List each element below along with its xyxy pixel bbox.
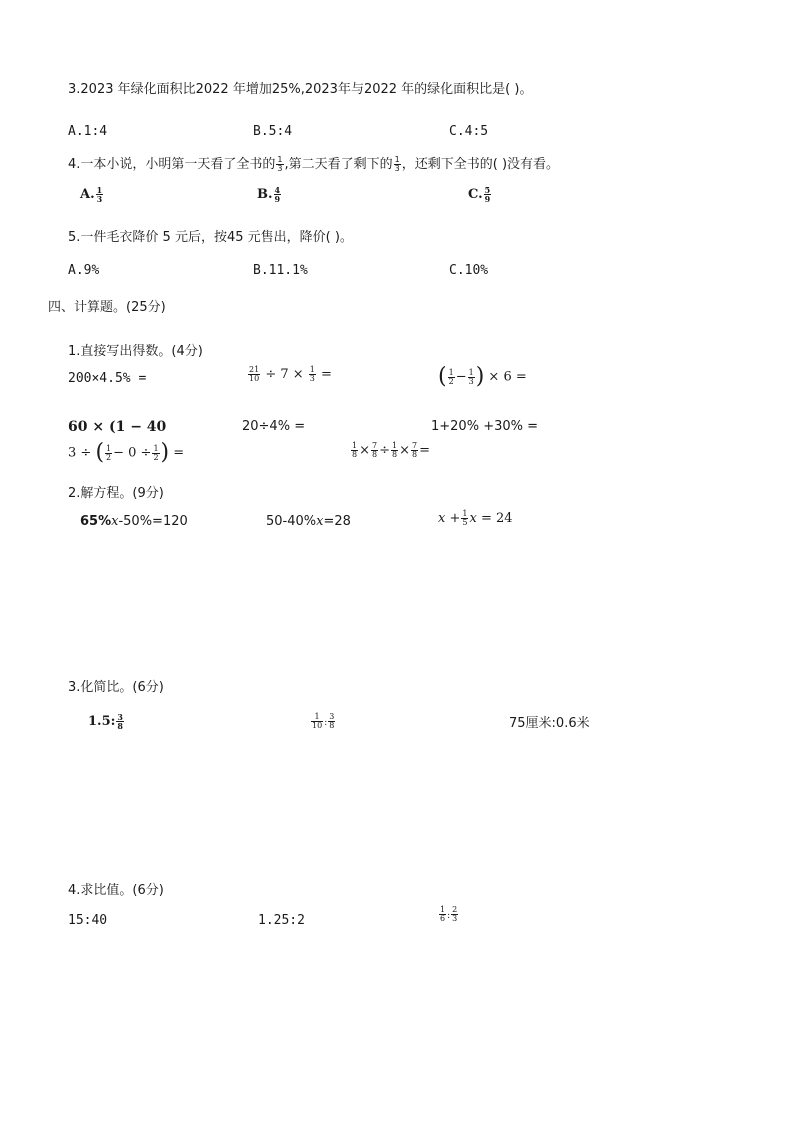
expr8-frac-3-den: 8 bbox=[392, 450, 398, 459]
q4-option-b bbox=[257, 186, 282, 203]
expr8-equals: = bbox=[419, 443, 430, 458]
expr7-equals: = bbox=[173, 445, 185, 461]
q4-option-a-fraction bbox=[96, 186, 104, 203]
ratio-value-3-frac-2 bbox=[451, 906, 458, 923]
expr7-frac-1-num: 1 bbox=[106, 443, 112, 453]
equation-3-rhs: = 24 bbox=[480, 511, 513, 526]
equation-2 bbox=[266, 514, 351, 530]
q4-option-b-num: 4 bbox=[274, 185, 281, 195]
ratio-2-frac-1-den: 10 bbox=[312, 721, 323, 730]
expr8-frac-3 bbox=[391, 442, 398, 459]
expr3-frac-2-num: 1 bbox=[468, 367, 474, 377]
q4-option-b-fraction bbox=[274, 186, 282, 203]
expr3-frac-1-num: 1 bbox=[448, 367, 454, 377]
ratio-2 bbox=[310, 713, 336, 731]
equation-1-var: x bbox=[111, 514, 119, 529]
equation-1-rest: -50%=120 bbox=[118, 514, 188, 529]
q4-option-c bbox=[468, 186, 492, 203]
expr8-frac-4-num: 7 bbox=[412, 441, 418, 450]
expr8-frac-1 bbox=[351, 442, 358, 459]
ratio-2-frac-2-num: 3 bbox=[329, 712, 335, 721]
equation-3-frac-den: 5 bbox=[462, 518, 468, 527]
expr7-lead: 3 ÷ bbox=[68, 445, 92, 461]
q5-stem: 5.一件毛衣降价 5 元后，按45 元售出，降价( )。 bbox=[68, 230, 353, 245]
equation-3 bbox=[438, 510, 513, 527]
q3-option-c: C.4:5 bbox=[449, 124, 489, 139]
ratio-value-3-frac-2-den: 3 bbox=[452, 914, 458, 923]
part1-expr-1: 200×4.5% = bbox=[68, 371, 147, 386]
expr8-op-3: × bbox=[399, 443, 410, 458]
part1-expr-8 bbox=[350, 442, 430, 459]
q4-option-a-num: 1 bbox=[96, 185, 103, 195]
q4-stem-part-b: ,第二天看了剩下的 bbox=[284, 157, 393, 172]
ratio-value-3-colon: : bbox=[447, 911, 451, 921]
expr3-tail: × 6 = bbox=[488, 369, 527, 385]
ratio-2-frac-1-num: 1 bbox=[311, 713, 323, 722]
expr7-middle: − 0 ÷ bbox=[113, 445, 152, 461]
ratio-1-frac bbox=[116, 713, 124, 730]
q4-option-b-den: 9 bbox=[274, 194, 281, 204]
q5-option-b: B.11.1% bbox=[253, 263, 308, 278]
ratio-2-frac-2 bbox=[328, 713, 335, 730]
ratio-1-frac-den: 8 bbox=[117, 721, 123, 731]
expr3-frac-2 bbox=[468, 369, 475, 386]
q4-option-a bbox=[80, 186, 104, 203]
expr7-frac-1 bbox=[105, 445, 112, 462]
ratio-1-frac-num: 3 bbox=[117, 712, 123, 722]
q4-option-a-den: 3 bbox=[96, 194, 103, 204]
q3-option-a: A.1:4 bbox=[68, 124, 108, 139]
part1-title: 1.直接写出得数。(4分) bbox=[68, 344, 203, 359]
q4-option-c-fraction bbox=[484, 186, 492, 203]
q4-option-c-prefix: C. bbox=[468, 187, 483, 202]
part2-title: 2.解方程。(9分) bbox=[68, 486, 164, 501]
expr7-left-paren: ( bbox=[95, 440, 105, 465]
expr8-frac-1-num: 1 bbox=[352, 441, 358, 450]
equation-3-frac-num: 1 bbox=[462, 509, 468, 518]
q4-option-c-den: 9 bbox=[484, 194, 491, 204]
expr2-equals: = bbox=[321, 367, 332, 382]
section-heading: 四、计算题。(25分) bbox=[48, 300, 166, 315]
expr3-left-paren: ( bbox=[438, 364, 447, 389]
expr8-frac-4-den: 8 bbox=[412, 450, 418, 459]
equation-2-lead: 50-40% bbox=[266, 514, 317, 529]
equation-2-var: x bbox=[316, 514, 324, 529]
ratio-value-3-frac-1 bbox=[439, 906, 446, 923]
q4-fraction-1 bbox=[276, 156, 283, 173]
q4-option-b-prefix: B. bbox=[257, 187, 273, 202]
q3-option-b: B.5:4 bbox=[253, 124, 293, 139]
q4-option-c-num: 5 bbox=[484, 185, 491, 195]
q5-option-a: A.9% bbox=[68, 263, 100, 278]
expr7-right-paren: ) bbox=[160, 440, 170, 465]
expr2-frac-2-den: 3 bbox=[309, 374, 315, 383]
expr7-frac-2-num: 1 bbox=[153, 443, 159, 453]
q4-fraction-2-den: 3 bbox=[394, 164, 400, 173]
expr7-frac-1-den: 2 bbox=[106, 452, 112, 462]
expr7-frac-2-den: 2 bbox=[153, 452, 159, 462]
q4-fraction-1-den: 3 bbox=[277, 164, 283, 173]
expr8-frac-3-num: 1 bbox=[392, 441, 398, 450]
q4-fraction-2 bbox=[394, 156, 401, 173]
expr3-frac-1 bbox=[448, 369, 455, 386]
expr2-frac-1-num: 21 bbox=[249, 365, 260, 374]
expr8-op-1: × bbox=[359, 443, 370, 458]
expr2-operator: ÷ 7 × bbox=[265, 367, 304, 382]
q4-stem-part-a: 4.一本小说，小明第一天看了全书的 bbox=[68, 157, 276, 172]
expr8-frac-4 bbox=[411, 442, 418, 459]
equation-3-plus: + bbox=[449, 511, 461, 526]
ratio-2-colon: : bbox=[324, 718, 328, 728]
q4-fraction-1-num: 1 bbox=[277, 155, 283, 164]
q5-option-c: C.10% bbox=[449, 263, 489, 278]
expr8-frac-2-num: 7 bbox=[372, 441, 378, 450]
expr3-frac-1-den: 2 bbox=[448, 376, 454, 386]
ratio-2-frac-2-den: 8 bbox=[329, 721, 335, 730]
ratio-value-3-frac-1-num: 1 bbox=[440, 905, 446, 914]
part1-expr-5: 20÷4% = bbox=[242, 419, 306, 434]
expr7-frac-2 bbox=[152, 445, 159, 462]
expr8-frac-1-den: 8 bbox=[352, 450, 358, 459]
expr8-frac-2-den: 8 bbox=[372, 450, 378, 459]
ratio-3: 75厘米:0.6米 bbox=[509, 716, 590, 731]
equation-3-var: x bbox=[438, 511, 446, 526]
part4-title: 4.求比值。(6分) bbox=[68, 883, 164, 898]
part1-expr-3 bbox=[438, 366, 527, 388]
ratio-1-lead: 1.5: bbox=[88, 714, 116, 729]
equation-2-rest: =28 bbox=[323, 514, 351, 529]
ratio-2-frac-1 bbox=[311, 713, 323, 730]
ratio-value-3 bbox=[438, 906, 459, 924]
ratio-value-2: 1.25:2 bbox=[258, 913, 305, 928]
expr2-frac-2 bbox=[309, 366, 316, 383]
ratio-value-1: 15:40 bbox=[68, 913, 108, 928]
equation-1 bbox=[80, 514, 188, 530]
q4-option-a-prefix: A. bbox=[80, 187, 95, 202]
expr8-op-2: ÷ bbox=[379, 443, 390, 458]
q4-fraction-2-num: 1 bbox=[394, 155, 400, 164]
part1-expr-7 bbox=[68, 442, 184, 464]
ratio-value-3-frac-1-den: 6 bbox=[440, 914, 446, 923]
equation-3-frac bbox=[461, 510, 468, 527]
part1-expr-2 bbox=[247, 366, 332, 383]
q4-stem bbox=[68, 156, 559, 173]
part1-expr-4: 60 × (1 − 40 bbox=[68, 419, 167, 435]
part1-expr-6: 1+20% +30% = bbox=[431, 419, 539, 434]
ratio-value-3-frac-2-num: 2 bbox=[452, 905, 458, 914]
equation-1-coef: 65% bbox=[80, 514, 112, 529]
expr3-minus: − bbox=[455, 369, 467, 385]
expr3-frac-2-den: 3 bbox=[468, 376, 474, 386]
ratio-1 bbox=[88, 713, 125, 730]
expr2-frac-1-den: 10 bbox=[249, 374, 260, 383]
q3-stem: 3.2023 年绿化面积比2022 年增加25%,2023年与2022 年的绿化面积比是( )。 bbox=[68, 82, 533, 97]
q4-stem-part-c: ，还剩下全书的( )没有看。 bbox=[401, 157, 560, 172]
part3-title: 3.化简比。(6分) bbox=[68, 680, 164, 695]
expr3-right-paren: ) bbox=[475, 364, 485, 389]
expr2-frac-1 bbox=[248, 366, 260, 383]
equation-3-var-2: x bbox=[469, 511, 477, 526]
expr2-frac-2-num: 1 bbox=[309, 365, 315, 374]
expr8-frac-2 bbox=[371, 442, 378, 459]
